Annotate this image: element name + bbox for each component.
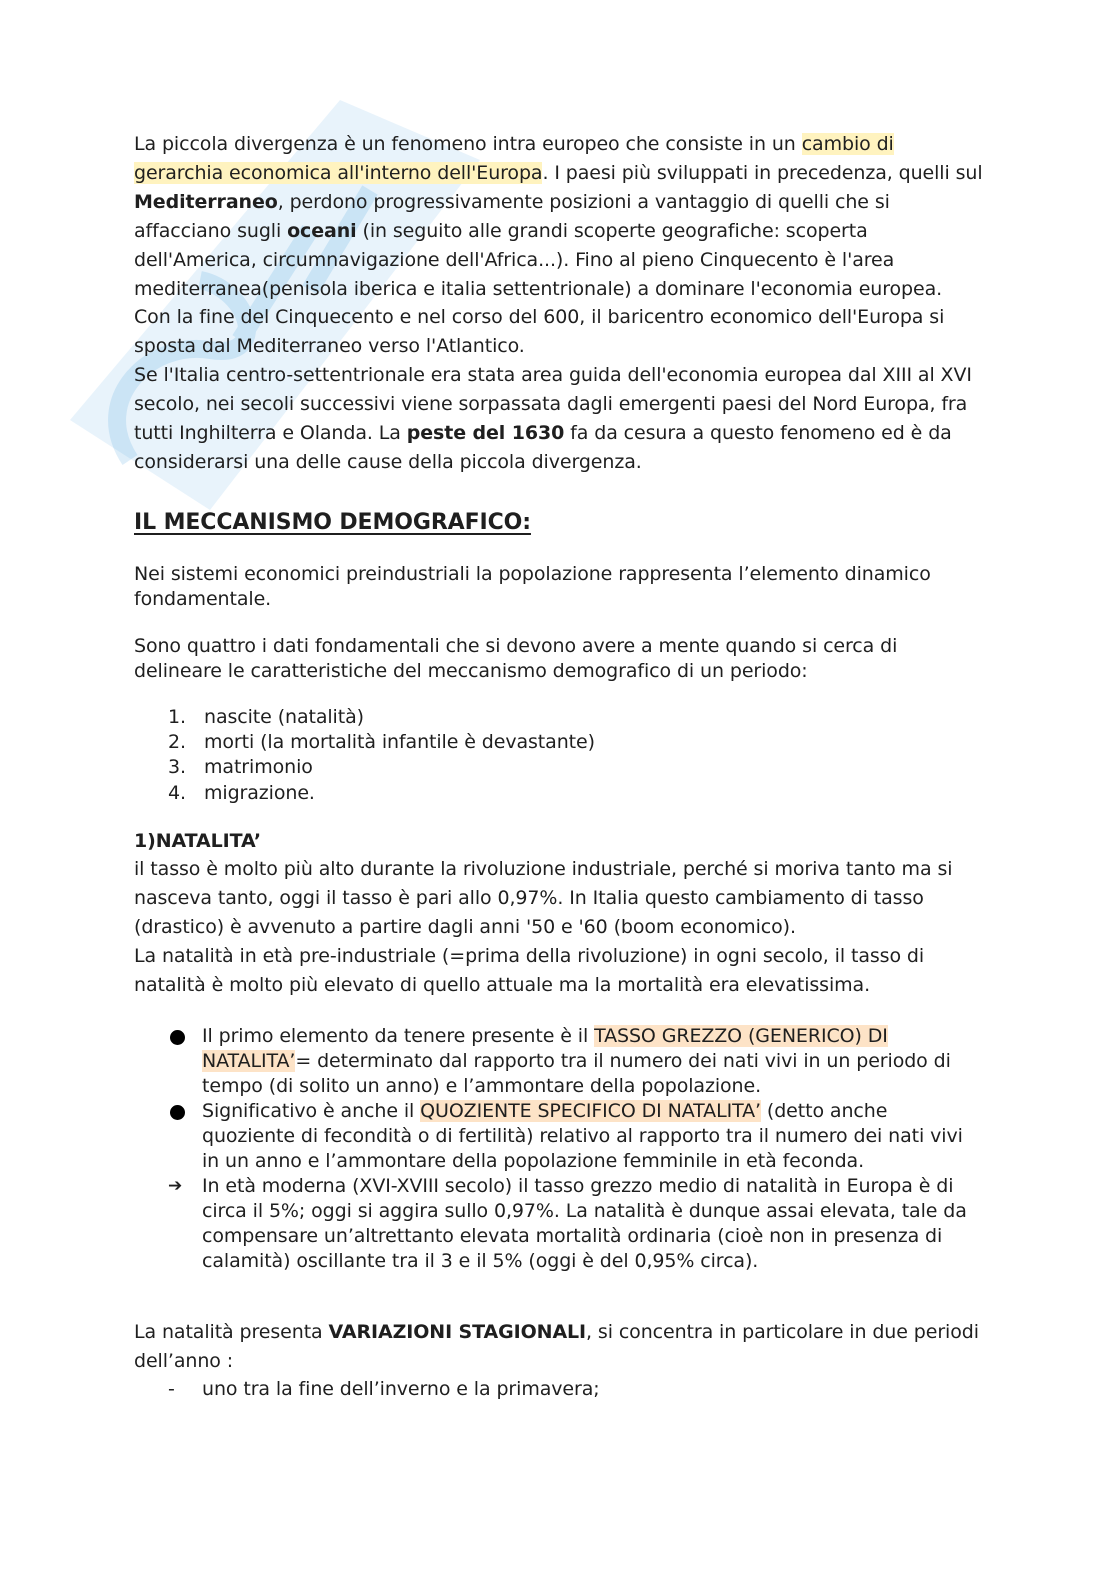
paragraph: il tasso è molto più alto durante la rivoluzione industriale, perché si moriva tanto ma si nasceva tanto, oggi il tasso è pari allo 0,97%. In Italia questo cambiamento di tasso (drastico) è avvenuto a partire dagli anni '50 e '60 (boom economico). La natalità in età pre-industriale (=prima della rivoluzione) in ogni secolo, il tasso di natalità è molto più elevato di quello attuale ma la mortalità era elevatissima. — [134, 858, 953, 996]
paragraph: La natalità presenta VARIAZIONI STAGIONALI, si concentra in particolare in due periodi dell’anno : — [134, 1320, 979, 1372]
dash-list — [134, 1375, 984, 1404]
bullet-icon — [170, 1030, 185, 1045]
list-item: - uno tra la fine dell’inverno e la primavera; — [134, 1375, 984, 1404]
list-item: 4. migrazione. — [168, 781, 315, 804]
bullet-list — [134, 1024, 984, 1274]
list-item: 3. matrimonio — [168, 756, 313, 779]
highlight: QUOZIENTE SPECIFICO DI NATALITA’ — [420, 1099, 761, 1122]
bullet-icon — [170, 1105, 185, 1120]
paragraph: Sono quattro i dati fondamentali che si devono avere a mente quando si cerca di delineare le caratteristiche del meccanismo demografico di un periodo: — [134, 634, 898, 682]
list-item: Il primo elemento da tenere presente è il TASSO GREZZO (GENERICO) DI NATALITA’= determinato dal rapporto tra il numero dei nati vivi in un periodo di tempo (di solito un anno) e l’ammontare della popolazione. — [134, 1024, 984, 1099]
highlight: TASSO GREZZO (GENERICO) DI NATALITA’ — [202, 1024, 888, 1072]
dash-icon: - — [168, 1378, 175, 1401]
list-item: 1. nascite (natalità) — [168, 705, 364, 728]
document-page — [134, 130, 984, 1404]
section-heading: IL MECCANISMO DEMOGRAFICO: — [134, 509, 531, 535]
list-item: Significativo è anche il QUOZIENTE SPECIFICO DI NATALITA’ (detto anche quoziente di fecondità o di fertilità) relativo al rapporto tra il numero dei nati vivi in un anno e l’ammontare della popolazione femminile in età feconda. — [134, 1099, 984, 1174]
numbered-list — [134, 705, 984, 806]
subsection-heading: 1)NATALITA’ — [134, 830, 261, 853]
intro-paragraph: La piccola divergenza è un fenomeno intra europeo che consiste in un cambio di gerarchia economica all'interno dell'Europa. I paesi più sviluppati in precedenza, quelli sul Mediterraneo, perdono progressivamente posizioni a vantaggio di quelli che si affacciano sugli oceani (in seguito alle grandi scoperte geografiche: scoperta dell'America, circumnavigazione dell'Africa...). Fino al pieno Cinquecento è l'area mediterranea(penisola iberica e italia settentrionale) a dominare l'economia europea. Con la fine del Cinquecento e nel corso del 600, il baricentro economico dell'Europa si sposta dal Mediterraneo verso l'Atlantico. Se l'Italia centro-settentrionale era stata area guida dell'economia europea dal XIII al XVI secolo, nei secoli successivi viene sorpassata dagli emergenti paesi del Nord Europa, fra tutti Inghilterra e Olanda. La peste del 1630 fa da cesura a questo fenomeno ed è da considerarsi una delle cause della piccola divergenza. — [134, 133, 983, 473]
paragraph: Nei sistemi economici preindustriali la popolazione rappresenta l’elemento dinamico fondamentale. — [134, 562, 931, 610]
highlight: cambio di gerarchia economica all'interno dell'Europa — [134, 133, 894, 184]
list-item: ➔ In età moderna (XVI-XVIII secolo) il tasso grezzo medio di natalità in Europa è di circa il 5%; oggi si aggira sullo 0,97%. La natalità è dunque assai elevata, tale da compensare un’altrettanto elevata mortalità ordinaria (cioè non in presenza di calamità) oscillante tra il 3 e il 5% (oggi è del 0,95% circa). — [168, 1174, 967, 1272]
list-item: 2. morti (la mortalità infantile è devastante) — [168, 731, 595, 754]
arrow-right-icon: ➔ — [168, 1175, 183, 1196]
